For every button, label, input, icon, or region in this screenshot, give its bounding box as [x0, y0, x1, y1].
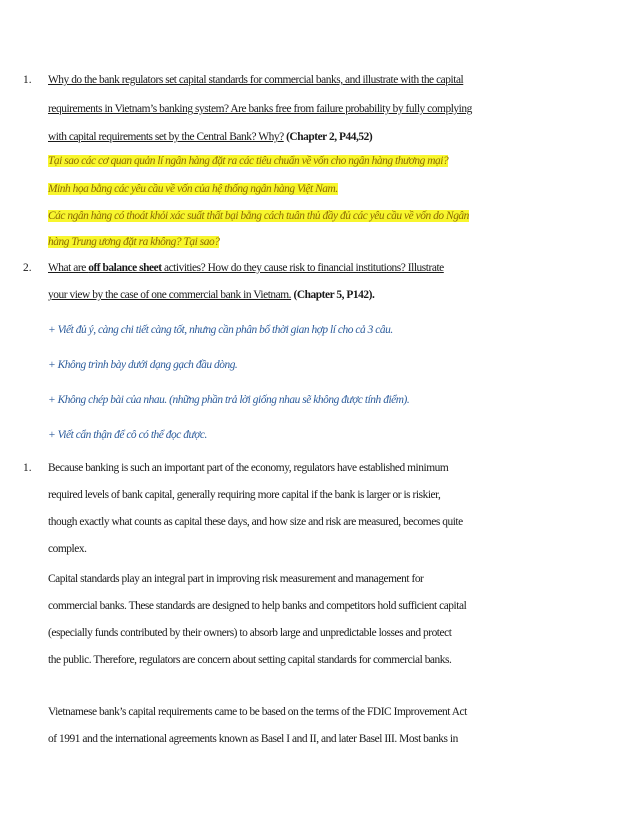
- answer-p2-line: the public. Therefore, regulators are concern about setting capital standards for commercial banks.: [48, 654, 452, 666]
- answer-p3-line: of 1991 and the international agreements known as Basel I and II, and later Basel III. Most banks in: [48, 733, 458, 745]
- question-1-line-3: [48, 129, 372, 145]
- question-1-vn-text-2: Minh họa bằng các yêu cầu về vốn của hệ thống ngân hàng Việt Nam.: [48, 183, 338, 195]
- question-2-number: 2.: [23, 262, 32, 274]
- answer-p1-line: complex.: [48, 543, 87, 555]
- question-1-line-1: Why do the bank regulators set capital standards for commercial banks, and illustrate with the capital: [48, 74, 464, 86]
- question-2-chapter-ref: (Chapter 5, P142).: [291, 289, 375, 301]
- question-2-post: activities? How do they cause risk to financial institutions? Illustrate: [161, 262, 444, 274]
- question-2-line-2-text: your view by the case of one commercial bank in Vietnam.: [48, 289, 292, 301]
- question-2-line-2: [48, 287, 374, 303]
- question-2-term: off balance sheet: [88, 262, 162, 274]
- answer-p2-line: commercial banks. These standards are designed to help banks and competitors hold sufficient capital: [48, 600, 467, 612]
- answer-p2-line: (especially funds contributed by their owners) to absorb large and unpredictable losses and protect: [48, 627, 452, 639]
- answer-p1-line: though exactly what counts as capital these days, and how size and risk are measured, becomes quite: [48, 516, 463, 528]
- question-2-pre: What are: [48, 262, 89, 274]
- answer-p3-line: Vietnamese bank’s capital requirements came to be based on the terms of the FDIC Improvement Act: [48, 706, 467, 718]
- question-1-vn-line-3: [48, 208, 469, 224]
- answer-number: 1.: [23, 462, 32, 474]
- answer-p1-line: Because banking is such an important part of the economy, regulators have established minimum: [48, 462, 449, 474]
- question-2-line-1: [48, 260, 444, 276]
- note-1: + Viết đủ ý, càng chi tiết càng tốt, nhưng cần phân bổ thời gian hợp lí cho cả 3 câu.: [48, 324, 393, 336]
- note-2: + Không trình bày dưới dạng gạch đầu dòng.: [48, 359, 238, 371]
- question-1-line-3-text: with capital requirements set by the Central Bank? Why?: [48, 131, 284, 143]
- question-1-vn-line-4: [48, 234, 219, 250]
- question-1-number: 1.: [23, 74, 32, 86]
- question-1-vn-line-1: [48, 153, 448, 169]
- answer-p2-line: Capital standards play an integral part in improving risk measurement and management for: [48, 573, 424, 585]
- question-1-vn-text-4: hàng Trung ương đặt ra không? Tại sao?: [48, 236, 220, 248]
- question-1-chapter-ref: (Chapter 2, P44,52): [283, 131, 373, 143]
- question-1-vn-text-1: Tại sao các cơ quan quản lí ngân hàng đặt ra các tiêu chuẩn về vốn cho ngân hàng thương mại?: [48, 155, 449, 167]
- question-1-line-2: [48, 101, 472, 117]
- answer-p1-line: required levels of bank capital, generally requiring more capital if the bank is larger or is riskier,: [48, 489, 441, 501]
- question-1-vn-text-3: Các ngân hàng có thoát khỏi xác suất thất bại bằng cách tuân thủ đầy đủ các yêu cầu về vốn do Ngân: [48, 210, 469, 222]
- note-3: + Không chép bài của nhau. (những phần trả lời giống nhau sẽ không được tính điểm).: [48, 394, 410, 406]
- note-4: + Viết cẩn thận để cô có thể đọc được.: [48, 429, 207, 441]
- question-1-vn-line-2: [48, 181, 338, 197]
- question-1-line-2-text: requirements in Vietnam’s banking system? Are banks free from failure probability by fully complying: [48, 103, 472, 115]
